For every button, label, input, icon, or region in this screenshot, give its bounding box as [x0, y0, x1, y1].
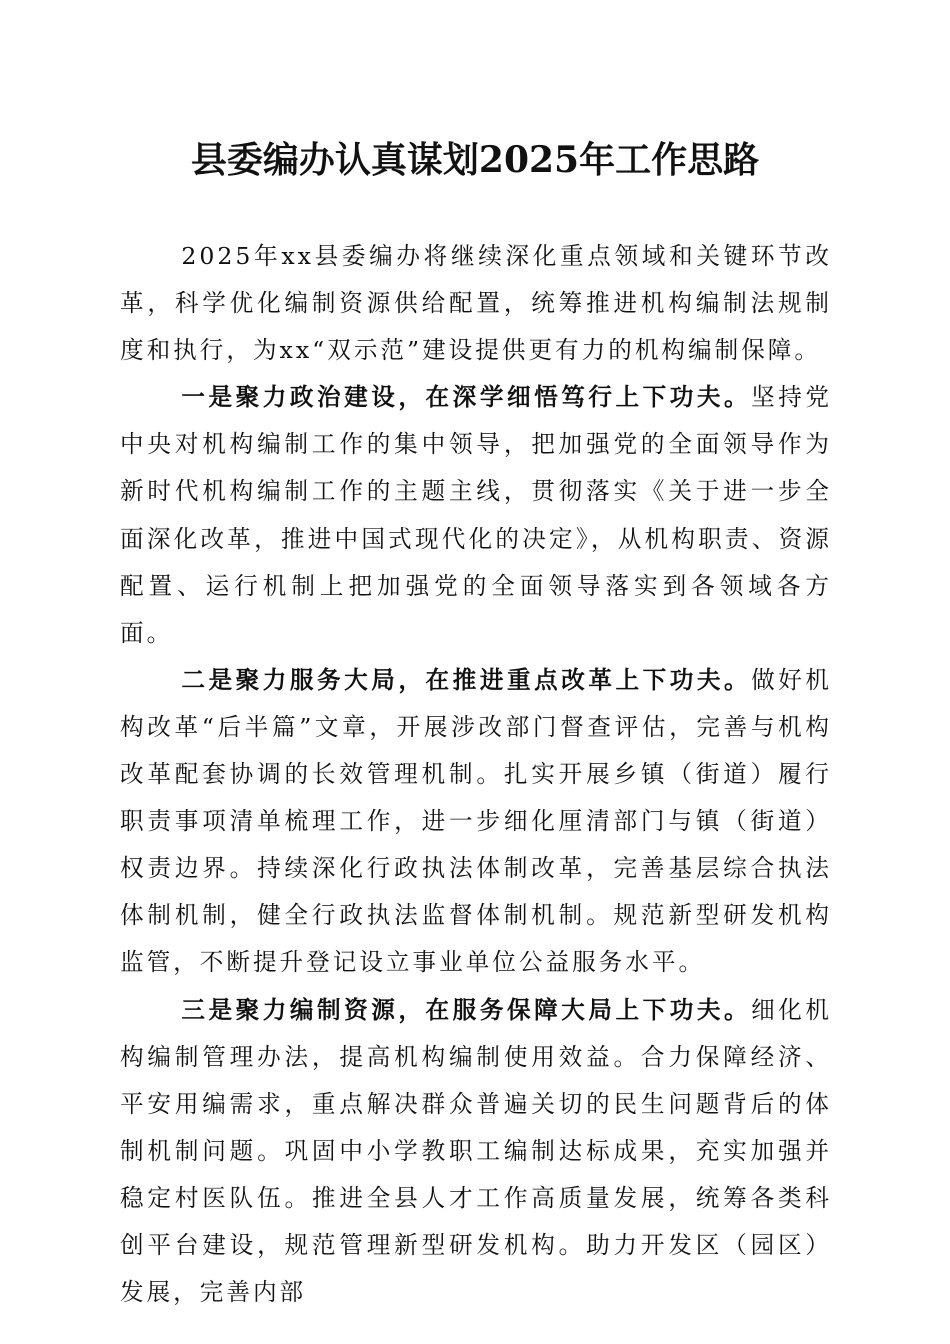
point-3-text: 细化机构编制管理办法，提高机构编制使用效益。合力保障经济、平安用编需求，重点解决群众普遍关切的民生问题背后的体制机制问题。巩固中小学教职工编制达标成果，充实加强并稳定村医队伍。推进全县人才工作高质量发展，统筹各类科创平台建设，规范管理新型研发机构。助力开发区（园区）发展，完善内部	[120, 995, 832, 1307]
point-paragraph-2	[120, 657, 832, 987]
point-1-text: 坚持党中央对机构编制工作的集中领导，把加强党的全面领导作为新时代机构编制工作的主题主线，贯彻落实《关于进一步全面深化改革，推进中国式现代化的决定》，从机构职责、资源配置、运行机制上把加强党的全面领导落实到各领域各方面。	[120, 383, 832, 647]
document-body	[120, 233, 832, 1316]
point-paragraph-1	[120, 374, 832, 657]
point-1-lead: 一是聚力政治建设，在深学细悟笃行上下功夫。	[181, 383, 752, 412]
document-title: 县委编办认真谋划2025年工作思路	[190, 139, 760, 181]
point-paragraph-3	[120, 987, 832, 1317]
point-2-lead: 二是聚力服务大局，在推进重点改革上下功夫。	[181, 665, 752, 694]
point-2-text: 做好机构改革“后半篇”文章，开展涉改部门督查评估，完善与机构改革配套协调的长效管理机制。扎实开展乡镇（街道）履行职责事项清单梳理工作，进一步细化厘清部门与镇（街道）权责边界。持续深化行政执法体制改革，完善基层综合执法体制机制，健全行政执法监督体制机制。规范新型研发机构监管，不断提升登记设立事业单位公益服务水平。	[120, 665, 832, 977]
point-3-lead: 三是聚力编制资源，在服务保障大局上下功夫。	[181, 995, 752, 1024]
intro-paragraph: 2025年xx县委编办将继续深化重点领域和关键环节改革，科学优化编制资源供给配置，统筹推进机构编制法规制度和执行，为xx“双示范”建设提供更有力的机构编制保障。	[120, 242, 832, 365]
